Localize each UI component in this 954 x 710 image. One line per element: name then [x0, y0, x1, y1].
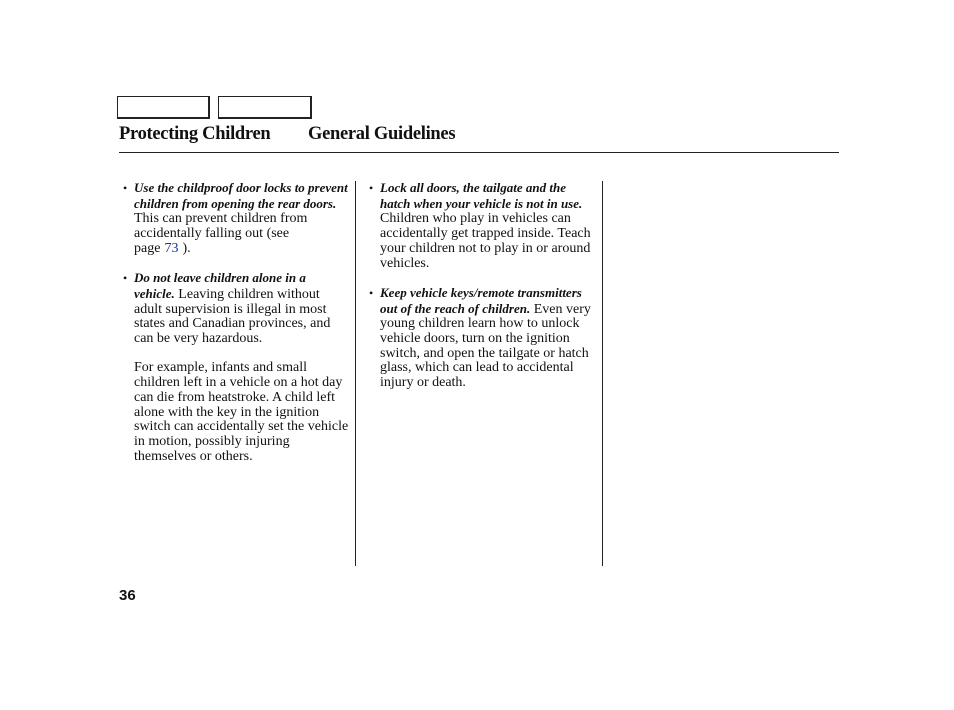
bullet-icon: • [369, 181, 374, 195]
nav-next-button[interactable] [218, 96, 312, 119]
section-title: Protecting Children [119, 124, 271, 144]
item-lead: Lock all doors, the tailgate and the hatch when your vehicle is not in use. [380, 180, 583, 211]
page-header [119, 124, 456, 145]
bullet-icon: • [369, 285, 374, 300]
page-number: 36 [119, 587, 136, 604]
item-text: Even very young children learn how to unlock vehicle doors, turn on the ignition switch, and open the tailgate or hatch glass, which can lead to accidental injury or death. [380, 301, 591, 391]
item-text-end: ). [182, 240, 191, 256]
section-subtitle: General Guidelines [308, 124, 456, 144]
bullet-icon: • [123, 271, 128, 286]
page-link[interactable]: 73 [164, 240, 179, 256]
body-paragraph: For example, infants and small children left in a vehicle on a hot day can die from heatstroke. A child left alone with the key in the ignition switch can accidentally set the vehicle in motion, possibly injuring themselves or others. [134, 360, 349, 464]
list-item [123, 181, 349, 257]
column-divider [602, 181, 603, 566]
item-lead: Use the childproof door locks to prevent children from opening the rear doors. [134, 180, 348, 211]
bullet-icon: • [123, 181, 128, 195]
column-divider [355, 181, 356, 566]
item-lead: Keep vehicle keys/remote transmitters out of the reach of children. [380, 284, 582, 316]
column-right [369, 181, 597, 406]
list-item [369, 181, 597, 271]
list-item [123, 271, 349, 347]
item-text: Children who play in vehicles can accidentally get trapped inside. Teach your children not to play in or around vehicles. [380, 211, 591, 271]
item-lead: Do not leave children alone in a vehicle. [134, 270, 306, 301]
column-left [123, 181, 349, 464]
item-text: This can prevent children from accidentally falling out (see page [134, 211, 308, 256]
header-rule [119, 152, 839, 153]
nav-previous-button[interactable] [117, 96, 210, 119]
item-text: Leaving children without adult supervision is illegal in most states and Canadian provinces, and can be very hazardous. [134, 286, 331, 347]
list-item [369, 286, 597, 391]
